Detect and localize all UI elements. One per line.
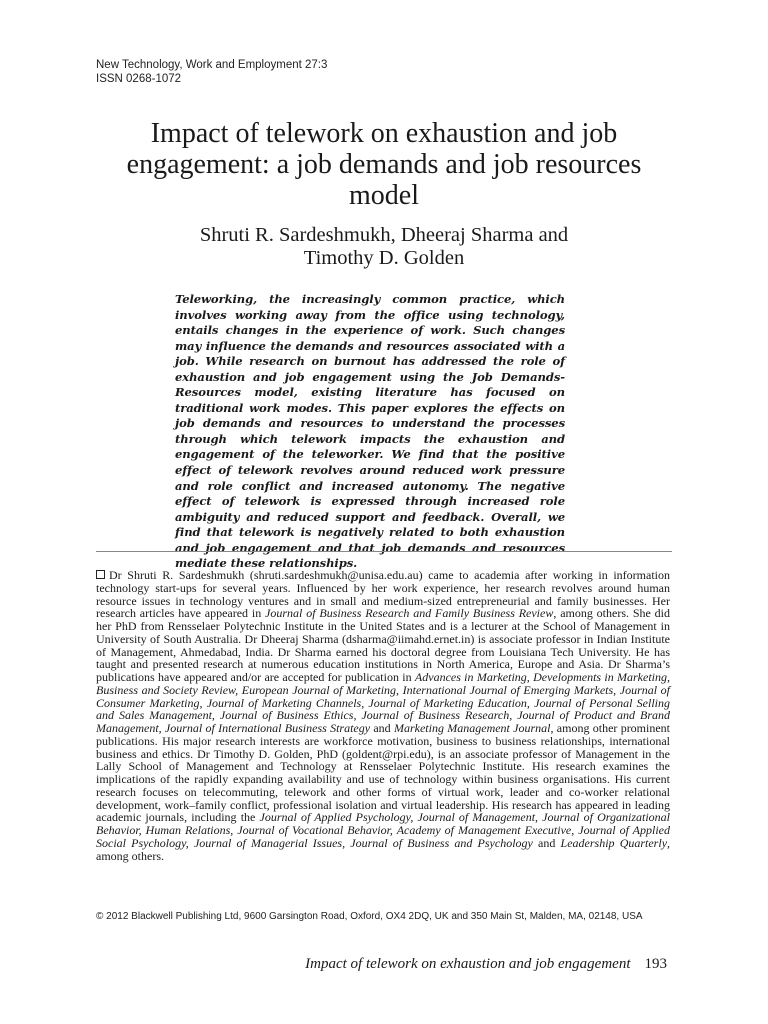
bio-text-6: , among others.	[96, 835, 671, 863]
footnote-box-icon	[96, 570, 105, 579]
bio-text-5: and	[532, 835, 561, 850]
journal-info	[96, 58, 327, 86]
running-title: Impact of telework on exhaustion and job engagement	[305, 956, 631, 972]
author-bio-footnote	[96, 569, 670, 862]
footnote-divider	[96, 551, 672, 552]
authors-line-2: Timothy D. Golden	[303, 247, 465, 269]
author-list	[96, 224, 672, 270]
bio-journals-2: Advances in Marketing, Developments in Marketing, Business and Society Review, European Journal of Marketing, International Journal of Emerging Markets, Journal of Consumer Marketing, Journal of Marketing Channels, Journal of Marketing Education, Journal of Personal Selling and Sales Management, Journal of Business Ethics, Journal of Business Research, Journal of Product and Brand Management, Journal of International Business Strategy	[96, 670, 671, 735]
abstract: Teleworking, the increasingly common practice, which involves working away from the office using technology, entails changes in the experience of work. Such changes may influence the demands and resources associated with a job. While research on burnout has addressed the role of exhaustion and job engagement using the Job Demands-Resources model, existing literature has focused on traditional work modes. This paper explores the effects on job demands and resources to understand the processes through which telework impacts the exhaustion and engagement of the teleworker. We find that the positive effect of telework revolves around reduced work pressure and role conflict and increased autonomy. The negative effect of telework is expressed through increased role ambiguity and reduced support and feedback. Overall, we find that telework is negatively related to both exhaustion and job engagement and that job demands and resources mediate these relationships.	[175, 292, 565, 571]
bio-journals-3: Marketing Management Journal	[393, 721, 551, 735]
copyright-notice: © 2012 Blackwell Publishing Ltd, 9600 Garsington Road, Oxford, OX4 2DQ, UK and 350 Main St, Malden, MA, 02148, USA	[96, 911, 643, 922]
bio-journals-4: Journal of Applied Psychology, Journal of Management, Journal of Organizational Behavior, Human Relations, Journal of Vocational Behavior, Academy of Management Executive, Journal of Applied Social Psychology, Journal of Managerial Issues, Journal of Business and Psychology	[96, 810, 671, 850]
bio-journals-1: Journal of Business Research and Family Business Review	[265, 606, 554, 621]
bio-text-4: , among other prominent publications. His major research interests are workforce motivation, business to business relationships, international business and ethics. Dr Timothy D. Golden, PhD (goldent@rpi.edu), is an associate professor of Management in the Lally School of Management and Technology at Rensselaer Polytechnic Institute. His research examines the implications of the rapidly expanding availability and use of technology within business organisations. His current research focuses on telecommuting, telework and other forms of virtual work, leader and co-worker relational development, work–family conflict, professional isolation and virtual leadership. His research has appeared in leading academic journals, including the	[96, 721, 671, 825]
page-number: 193	[644, 956, 667, 972]
journal-issn: ISSN 0268-1072	[96, 73, 182, 85]
bio-journals-5: Leadership Quarterly	[560, 835, 668, 850]
bio-text-3: and	[370, 721, 394, 735]
bio-text-1: Dr Shruti R. Sardeshmukh (shruti.sardeshmukh@unisa.edu.au) came to academia after working in information technology start-ups for several years. Influenced by her work experience, her research revolves around human resource issues in technology ventures and in small and medium-sized entrepreneurial and family businesses. Her research articles have appeared in	[96, 568, 670, 621]
article-title: Impact of telework on exhaustion and job engagement: a job demands and job resources model	[126, 118, 642, 211]
running-footer	[305, 955, 667, 973]
journal-citation: New Technology, Work and Employment 27:3	[96, 59, 328, 71]
authors-line-1: Shruti R. Sardeshmukh, Dheeraj Sharma and	[199, 224, 569, 246]
bio-text-2: , among others. She did her PhD from Rensselaer Polytechnic Institute in the United States and is a lecturer at the School of Management in University of South Australia. Dr Dheeraj Sharma (dsharma@iimahd.ernet.in) is associate professor in Indian Institute of Management, Ahmedabad, India. Dr Sharma earned his doctoral degree from Louisiana Tech University. He has taught and presented research at numerous education institutions in North America, Europe and Asia. Dr Sharma’s publications have appeared and/or are accepted for publication in	[96, 606, 670, 684]
